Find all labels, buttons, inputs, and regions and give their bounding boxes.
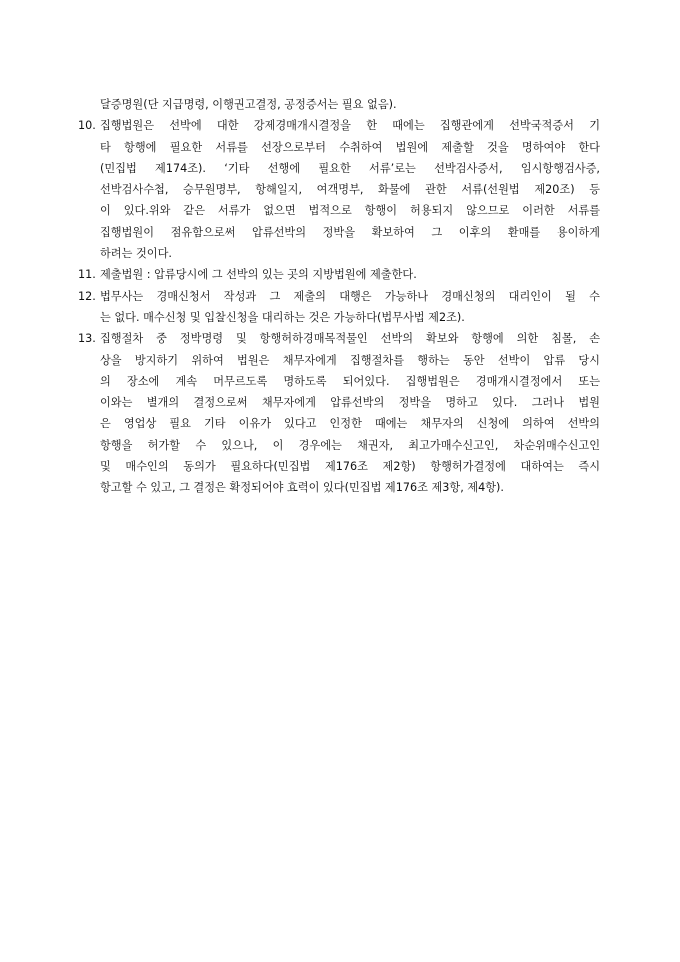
text-line: 은 영업상 필요 기타 이유가 있다고 인정한 때에는 채무자의 신청에 의하여 선박의 — [100, 417, 600, 431]
item-text — [100, 264, 600, 285]
text-line: 집행절차 중 정박명령 및 항행허하경매목적물인 선박의 확보와 항행에 의한 침몰, 손 — [100, 332, 600, 346]
item-number: 12. — [78, 289, 96, 303]
list-item — [78, 264, 600, 285]
text-line: 하려는 것이다. — [100, 247, 172, 261]
text-line: 이 있다.위와 같은 서류가 없으면 법적으로 항행이 허용되지 않으므로 이러한 서류를 — [100, 204, 600, 218]
document-body — [78, 94, 600, 499]
text-line: 선박검사수첩, 승무원명부, 항해일지, 여객명부, 화물에 관한 서류(선원법 제20조) 등 — [100, 183, 600, 197]
text-line: 항고할 수 있고, 그 결정은 확정되어야 효력이 있다(민집법 제176조 제3항, 제4항). — [100, 481, 504, 495]
item-text — [100, 115, 600, 264]
continuation-text: 달증명원(단 지급명령, 이행권고결정, 공정증서는 필요 없음). — [100, 98, 397, 111]
item-number: 10. — [78, 119, 96, 133]
text-line: 및 매수인의 동의가 필요하다(민집법 제176조 제2항) 항행허가결정에 대하여는 즉시 — [100, 460, 600, 474]
text-line: (민집법 제174조). ‘기타 선행에 필요한 서류’로는 선박검사증서, 임시항행검사증, — [100, 161, 600, 175]
list-item — [78, 286, 600, 329]
text-line: 는 없다. 매수신청 및 입찰신청을 대리하는 것은 가능하다(법무사법 제2조). — [100, 310, 465, 324]
text-line: 집행법원은 선박에 대한 강제경매개시결정을 한 때에는 집행관에게 선박국적증서 기 — [100, 119, 600, 133]
item-number: 13. — [78, 332, 96, 346]
text-line: 상을 방지하기 위하여 법원은 채무자에게 집행절차를 행하는 동안 선박이 압류 당시 — [100, 353, 600, 367]
text-line: 제출법원 : 압류당시에 그 선박의 있는 곳의 지방법원에 제출한다. — [100, 268, 417, 282]
list-item — [78, 328, 600, 498]
text-line: 의 장소에 계속 머무르도록 명하도록 되어있다. 집행법원은 경매개시결정에서 또는 — [100, 374, 600, 388]
text-line: 항행을 허가할 수 있으나, 이 경우에는 채권자, 최고가매수신고인, 차순위매수신고인 — [100, 438, 600, 452]
list-item — [78, 115, 600, 264]
text-line: 집행법원이 점유함으로써 압류선박의 정박을 확보하여 그 이후의 환매를 용이하게 — [100, 225, 600, 239]
item-number: 11. — [78, 268, 96, 282]
item-text — [100, 328, 600, 498]
text-line: 타 항행에 필요한 서류를 선장으로부터 수취하여 법원에 제출할 것을 명하여야 한다 — [100, 140, 600, 154]
item-text — [100, 286, 600, 329]
text-line: 법무사는 경매신청서 작성과 그 제출의 대행은 가능하나 경매신청의 대리인이 될 수 — [100, 289, 600, 303]
text-line: 이와는 별개의 결정으로써 채무자에게 압류선박의 정박을 명하고 있다. 그러나 법원 — [100, 396, 600, 410]
